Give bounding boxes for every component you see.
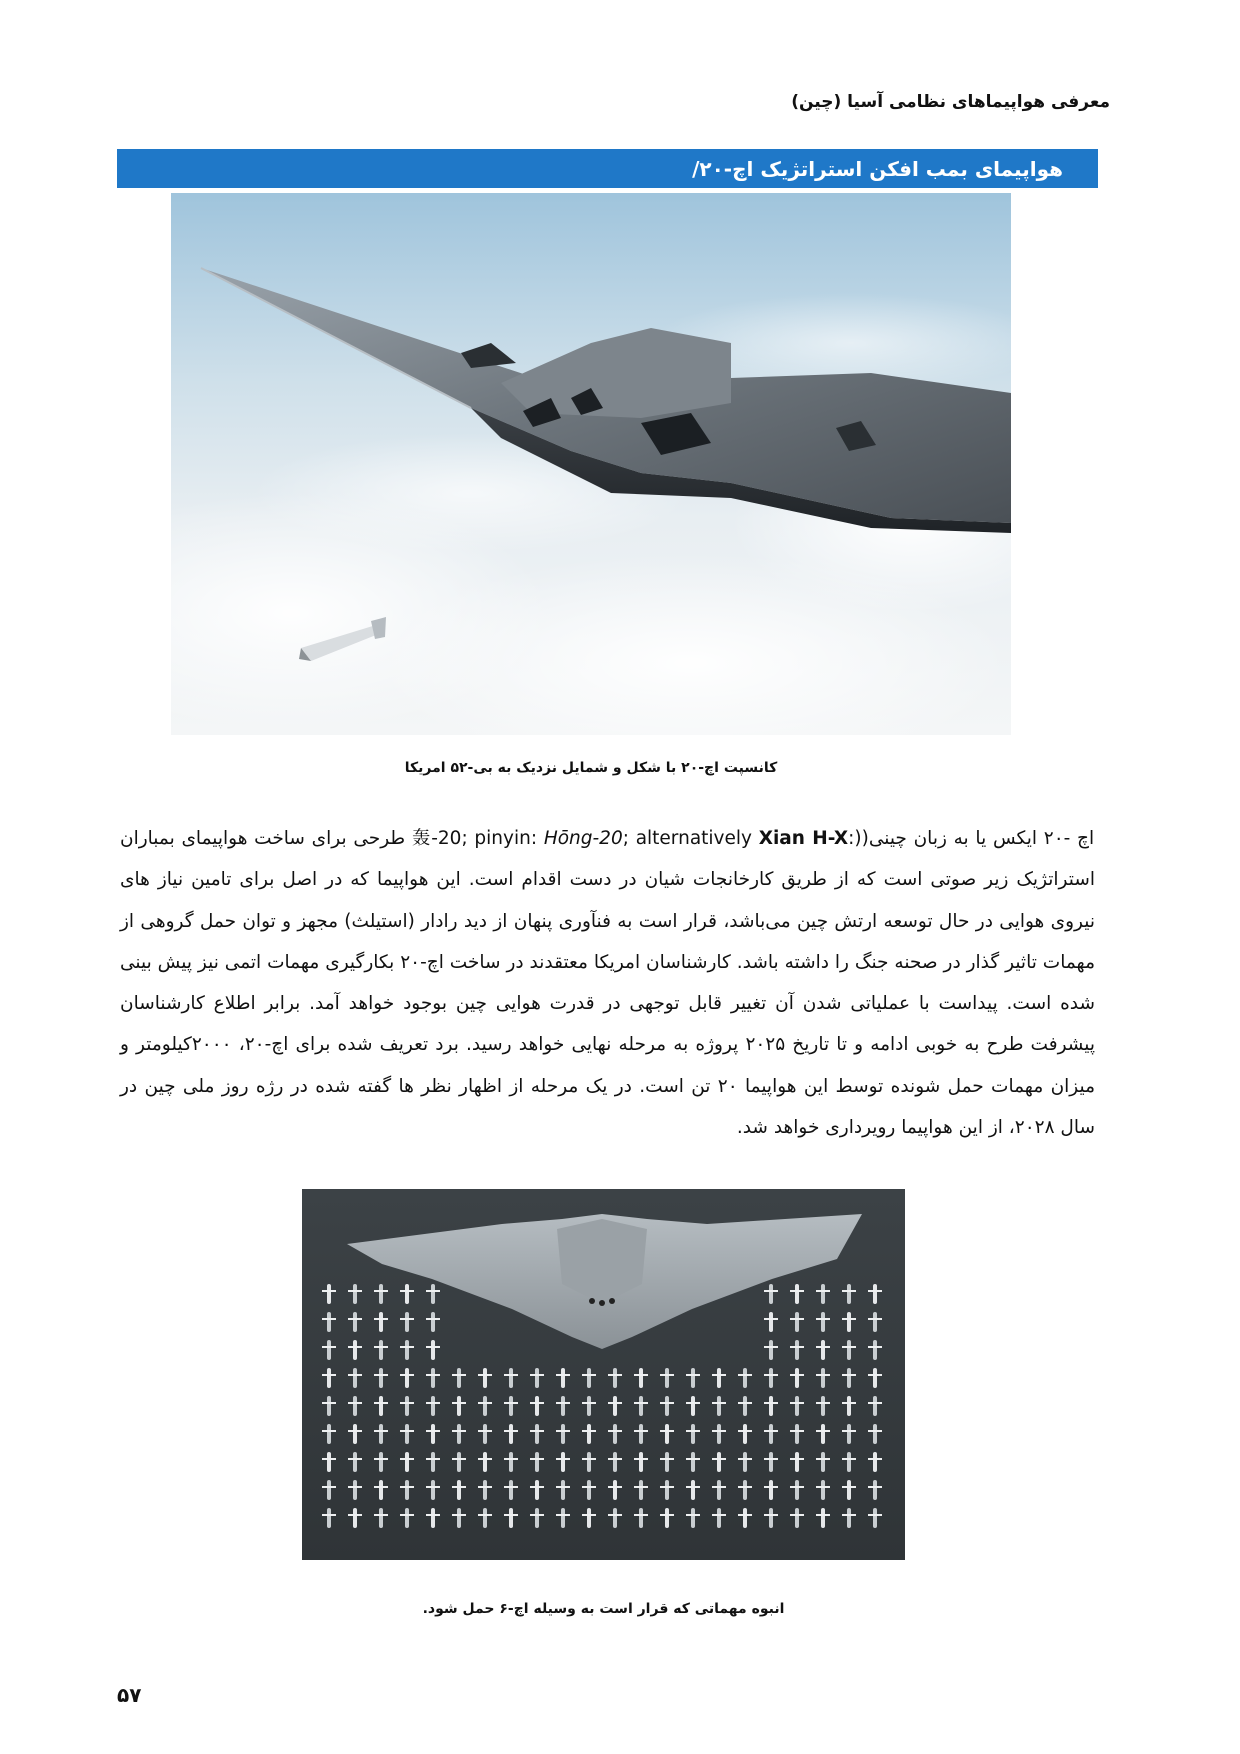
article-body (120, 818, 1095, 1148)
figure2-caption: انبوه مهماتی که قرار است به وسیله اچ-۶ حمل شود. (422, 1601, 785, 1617)
bomber-munitions-photo (302, 1189, 905, 1560)
section-title: هواپیمای بمب افکن استراتژیک اچ-۲۰/ (692, 156, 1063, 181)
article-rest: طرحی برای ساخت هواپیمای بمباران استراتژیک زیر صوتی است که از طریق کارخانجات شیان در دست اقدام است. این هواپیما که در اصل برای تامین نیاز های نیروی هوایی در حال توسعه ارتش چین می‌باشد، قرار است به فنآوری پنهان از دید رادار (استیلث) مجهز و توان حمل گروهی از مهمات تاثیر گذار در صحنه جنگ را داشته باشد. کارشناسان امریکا معتقدند در ساخت اچ-۲۰ بکارگیری مهمات اتمی نیز پیش بینی شده است. پیداست با عملیاتی شدن آن تغییر قابل توجهی در قدرت هوایی چین بوجود خواهد آمد. برابر اطلاع کارشناسان پیشرفت طرح به خوبی ادامه و تا تاریخ ۲۰۲۵ پروژه به مرحله نهایی خواهد رسید. برد تعریف شده برای اچ-۲۰، ۲۰۰۰کیلومتر و میزان مهمات حمل شونده توسط این هواپیما ۲۰ تن است. در یک مرحله از اظهار نظر ها گفته شده در رژه روز ملی چین در سال ۲۰۲۸، از این هواپیما رویرداری خواهد شد. (120, 828, 1096, 1139)
article-intro: اچ -۲۰ ایکس یا به زبان چینی( (861, 828, 1095, 849)
page-number: ۵۷ (117, 1683, 142, 1707)
section-title-banner (117, 149, 1098, 188)
figure1-caption: کانسپت اچ-۲۰ با شکل و شمایل نزدیک به بی-۵۲ امریکا (404, 760, 778, 776)
running-header: معرفی هواپیماهای نظامی آسیا (چین) (791, 92, 1110, 112)
bomber-concept-photo (171, 193, 1011, 735)
article-latin-name: 轰-20; pinyin: Hōng-20; alternatively Xian H-X:) (411, 828, 862, 849)
